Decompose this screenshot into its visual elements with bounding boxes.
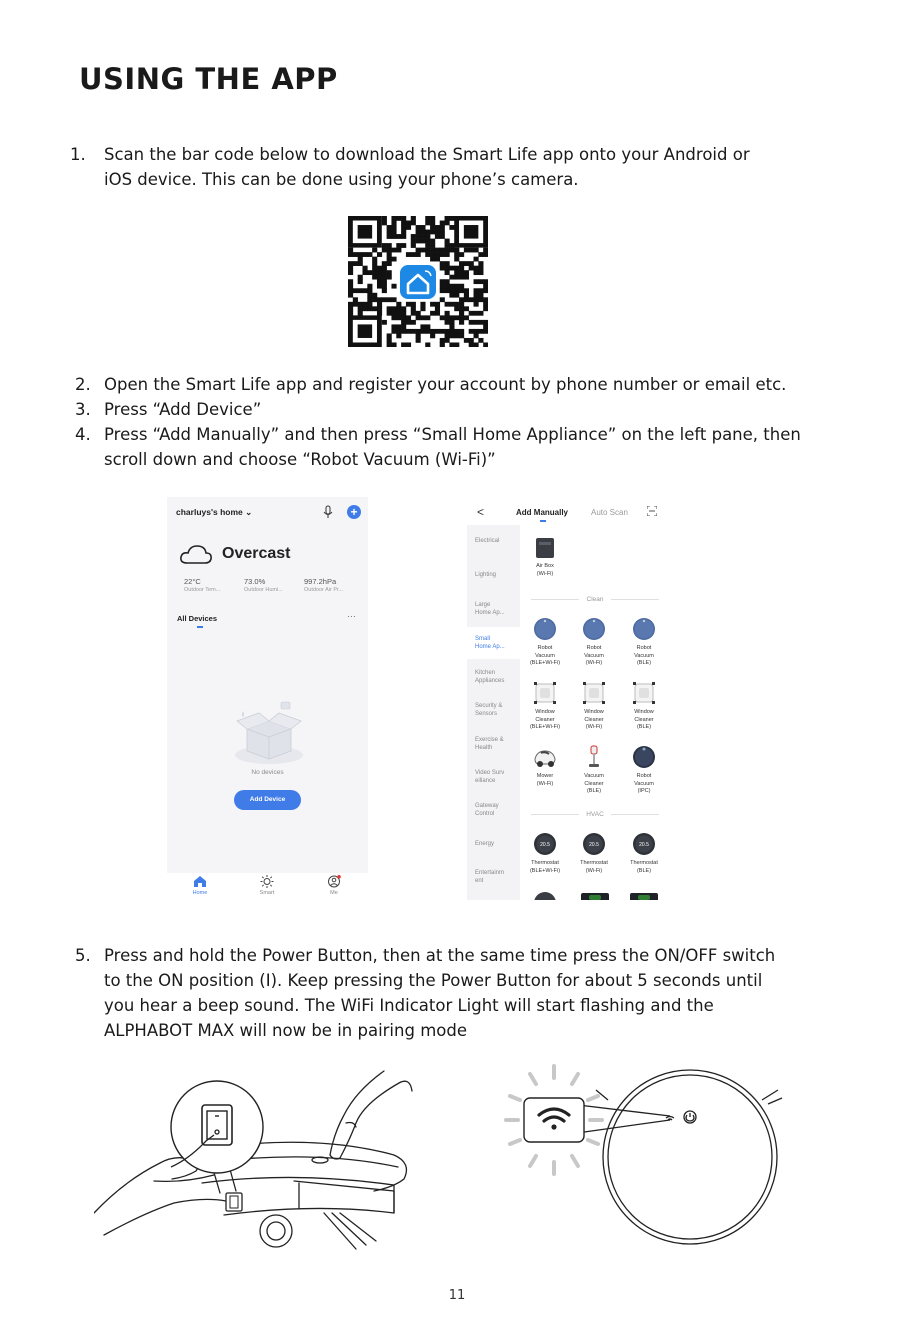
category-label-line: Home Ap... xyxy=(475,610,505,616)
step-text: Open the Smart Life app and register your account by phone number or email etc. xyxy=(104,375,787,394)
device-label-line: Cleaner xyxy=(634,716,654,723)
stick-vacuum-icon xyxy=(582,745,606,769)
category-label-line: Small xyxy=(475,636,491,642)
sun-icon xyxy=(260,875,274,888)
device-label-line: (BLE) xyxy=(636,724,652,730)
qr-code xyxy=(348,216,488,347)
device-label-line: (Wi-Fi) xyxy=(585,867,603,874)
nav-label: Me xyxy=(330,890,338,896)
device-label xyxy=(620,860,660,875)
category-item[interactable] xyxy=(475,869,519,885)
nav-label: Smart xyxy=(259,890,275,896)
stat-value: 997.2hPa xyxy=(304,577,337,586)
window-cleaner-icon xyxy=(582,681,606,705)
device-label-line: Vacuum xyxy=(535,652,555,659)
step-text: to the ON position (I). Keep pressing the Power Button for about 5 seconds until xyxy=(104,971,763,990)
category-label-line: Video Surv xyxy=(475,770,505,776)
stat-label: Outdoor Humi... xyxy=(244,587,283,593)
device-label-line: Window xyxy=(535,709,555,715)
device-label xyxy=(570,773,618,796)
thermostat-icon xyxy=(632,832,656,856)
device-label-line: Robot xyxy=(537,645,553,651)
step-4 xyxy=(75,422,801,472)
device-label-line: Thermostat xyxy=(580,860,608,866)
svg-text:20.5: 20.5 xyxy=(540,842,550,848)
device-label xyxy=(521,860,569,875)
weather-condition: Overcast xyxy=(222,545,291,562)
step-number: 2. xyxy=(75,375,91,394)
step-text: iOS device. This can be done using your phone’s camera. xyxy=(104,170,579,189)
device-label-line: (BLE+Wi-Fi) xyxy=(529,724,561,730)
nav-me[interactable] xyxy=(317,875,351,896)
wifi-indicator-illustration xyxy=(500,1060,790,1250)
device-label-line: Robot xyxy=(636,645,652,651)
add-manually-screenshot xyxy=(467,497,660,900)
category-label-line: Energy xyxy=(475,841,495,847)
category-item[interactable] xyxy=(475,736,519,752)
svg-text:20.5: 20.5 xyxy=(589,842,599,848)
step-5 xyxy=(75,943,775,1043)
robot-vacuum-icon xyxy=(582,617,606,641)
device-label-line: Cleaner xyxy=(584,780,604,787)
category-item[interactable] xyxy=(475,601,519,617)
device-label-line: (BLE) xyxy=(636,660,652,666)
step-text: Press “Add Device” xyxy=(104,400,262,419)
category-item[interactable] xyxy=(475,769,519,785)
stat-value: 22°C xyxy=(184,577,201,586)
step-text: scroll down and choose “Robot Vacuum (Wi-Fi)” xyxy=(104,450,496,469)
partial-device-icon xyxy=(630,893,658,900)
device-option[interactable] xyxy=(570,681,618,732)
robot-vacuum-icon xyxy=(632,617,656,641)
back-icon[interactable]: < xyxy=(477,505,485,519)
svg-text:20.5: 20.5 xyxy=(639,842,649,848)
device-label xyxy=(570,709,618,732)
partial-device-icon xyxy=(581,893,609,900)
device-option[interactable] xyxy=(570,617,618,668)
category-label-line: Large xyxy=(475,602,491,608)
category-label-line: Gateway xyxy=(475,803,499,809)
all-devices-tab[interactable]: All Devices xyxy=(177,614,218,623)
robot-vacuum-icon xyxy=(533,617,557,641)
add-button[interactable]: + xyxy=(347,505,361,519)
category-item[interactable] xyxy=(475,840,519,848)
device-label-line: (BLE) xyxy=(586,788,602,794)
section-divider xyxy=(611,814,659,815)
nav-home[interactable] xyxy=(183,875,217,896)
step-number: 3. xyxy=(75,400,91,419)
device-option[interactable] xyxy=(620,617,660,668)
device-option[interactable] xyxy=(620,745,660,796)
step-text: ALPHABOT MAX will now be in pairing mode xyxy=(104,1021,467,1040)
device-label-line: Vacuum xyxy=(584,652,604,659)
mower-icon xyxy=(533,745,557,769)
step-number: 5. xyxy=(75,946,91,965)
category-label-line: eillance xyxy=(475,778,496,784)
device-label-line: Cleaner xyxy=(535,716,555,723)
device-label xyxy=(620,773,660,796)
nav-smart[interactable] xyxy=(250,875,284,896)
window-cleaner-icon xyxy=(632,681,656,705)
device-air-box[interactable] xyxy=(521,537,569,578)
category-item[interactable] xyxy=(475,702,519,718)
thermostat-icon xyxy=(533,832,557,856)
step-text: you hear a beep sound. The WiFi Indicator Light will start flashing and the xyxy=(104,996,714,1015)
category-label-line: Kitchen xyxy=(475,670,496,676)
device-option[interactable] xyxy=(521,832,569,875)
step-text: Scan the bar code below to download the Smart Life app onto your Android or xyxy=(104,145,750,164)
device-label-line: Window xyxy=(634,709,654,715)
device-option[interactable] xyxy=(620,681,660,732)
ipc-robot-vacuum-icon xyxy=(632,745,656,769)
step-number: 4. xyxy=(75,425,91,444)
device-label-line: (Wi-Fi) xyxy=(585,724,603,730)
device-label xyxy=(620,709,660,732)
category-label-line: Lighting xyxy=(475,572,497,578)
page-title: USING THE APP xyxy=(79,62,338,96)
device-label-line: (IPC) xyxy=(637,788,651,794)
home-selector[interactable]: charluys's home ⌄ xyxy=(176,507,253,517)
thermostat-icon xyxy=(582,832,606,856)
device-label-line: Vacuum xyxy=(584,773,604,779)
device-label xyxy=(620,645,660,668)
stat-label: Outdoor Tem... xyxy=(184,587,221,593)
device-label xyxy=(570,645,618,668)
category-label-line: Exercise & xyxy=(475,737,504,743)
device-label-line: (BLE+Wi-Fi) xyxy=(529,867,561,874)
step-3 xyxy=(75,397,261,422)
device-label xyxy=(521,645,569,668)
device-label xyxy=(521,709,569,732)
category-label-line: Sensors xyxy=(475,711,498,717)
power-button-illustration xyxy=(94,1063,414,1253)
step-text: Press “Add Manually” and then press “Small Home Appliance” on the left pane, then xyxy=(104,425,801,444)
microphone-icon[interactable] xyxy=(322,505,334,519)
window-cleaner-icon xyxy=(533,681,557,705)
device-label-line: Vacuum xyxy=(634,652,654,659)
device-label-line: (Wi-Fi) xyxy=(536,570,554,577)
section-hvac: HVAC xyxy=(586,811,604,818)
device-label-line: Thermostat xyxy=(630,860,658,866)
home-icon xyxy=(193,875,207,888)
tab-auto-scan[interactable]: Auto Scan xyxy=(591,508,628,517)
category-item[interactable] xyxy=(475,537,519,545)
device-label-line: Cleaner xyxy=(584,716,604,723)
device-label-line: (Wi-Fi) xyxy=(536,780,554,787)
no-devices-text: No devices xyxy=(251,769,284,776)
empty-box-illustration xyxy=(229,699,309,765)
air-box-icon xyxy=(535,537,555,559)
device-label-line: (BLE) xyxy=(636,867,652,874)
device-option[interactable] xyxy=(570,745,618,796)
step-number: 1. xyxy=(70,145,86,164)
section-divider xyxy=(611,599,659,600)
device-option[interactable] xyxy=(620,832,660,875)
device-option[interactable] xyxy=(570,832,618,875)
step-1 xyxy=(70,142,750,192)
stat-value: 73.0% xyxy=(244,577,266,586)
step-2 xyxy=(75,372,786,397)
device-option[interactable] xyxy=(521,745,569,788)
device-label-line: Window xyxy=(584,709,604,715)
device-label xyxy=(570,860,618,875)
tab-indicator xyxy=(540,520,546,522)
device-label-line: Robot xyxy=(586,645,602,651)
category-item[interactable] xyxy=(475,669,519,685)
device-label-line: Thermostat xyxy=(531,860,559,866)
category-label-line: Control xyxy=(475,811,495,817)
device-option[interactable] xyxy=(521,617,569,668)
tab-indicator xyxy=(197,626,203,628)
device-label-line: (BLE+Wi-Fi) xyxy=(529,660,561,666)
scan-icon[interactable] xyxy=(647,506,657,516)
category-label-line: Electrical xyxy=(475,538,500,544)
category-label-line: Entertainm xyxy=(475,870,505,876)
category-label-line: Appliances xyxy=(475,678,505,684)
step-text: Press and hold the Power Button, then at the same time press the ON/OFF switch xyxy=(104,946,776,965)
category-label-line: ent xyxy=(475,878,484,884)
device-label-line: Air Box xyxy=(536,563,554,569)
category-item[interactable] xyxy=(475,635,519,651)
category-item[interactable] xyxy=(475,802,519,818)
nav-label: Home xyxy=(192,890,208,896)
home-name: charluys's home xyxy=(176,507,243,517)
cloud-icon xyxy=(179,543,213,565)
smart-life-home-screenshot xyxy=(167,497,368,900)
partial-device-icon xyxy=(533,891,557,900)
category-label-line: Health xyxy=(475,745,493,751)
device-label-line: Mower xyxy=(536,773,554,779)
category-item[interactable] xyxy=(475,571,519,579)
more-icon[interactable]: ··· xyxy=(347,611,356,621)
tab-add-manually[interactable]: Add Manually xyxy=(516,508,569,517)
category-label-line: Home Ap... xyxy=(475,644,505,650)
device-label xyxy=(521,773,569,788)
device-label-line: (Wi-Fi) xyxy=(585,660,603,666)
device-label-line: Robot xyxy=(636,773,652,779)
device-label-line: Vacuum xyxy=(634,780,654,787)
section-clean: Clean xyxy=(586,596,604,603)
category-label-line: Security & xyxy=(475,703,503,709)
stat-label: Outdoor Air Pr... xyxy=(304,587,344,593)
page-number: 11 xyxy=(448,1288,466,1303)
add-device-button[interactable]: Add Device xyxy=(234,790,301,810)
profile-icon xyxy=(327,875,341,888)
device-option[interactable] xyxy=(521,681,569,732)
